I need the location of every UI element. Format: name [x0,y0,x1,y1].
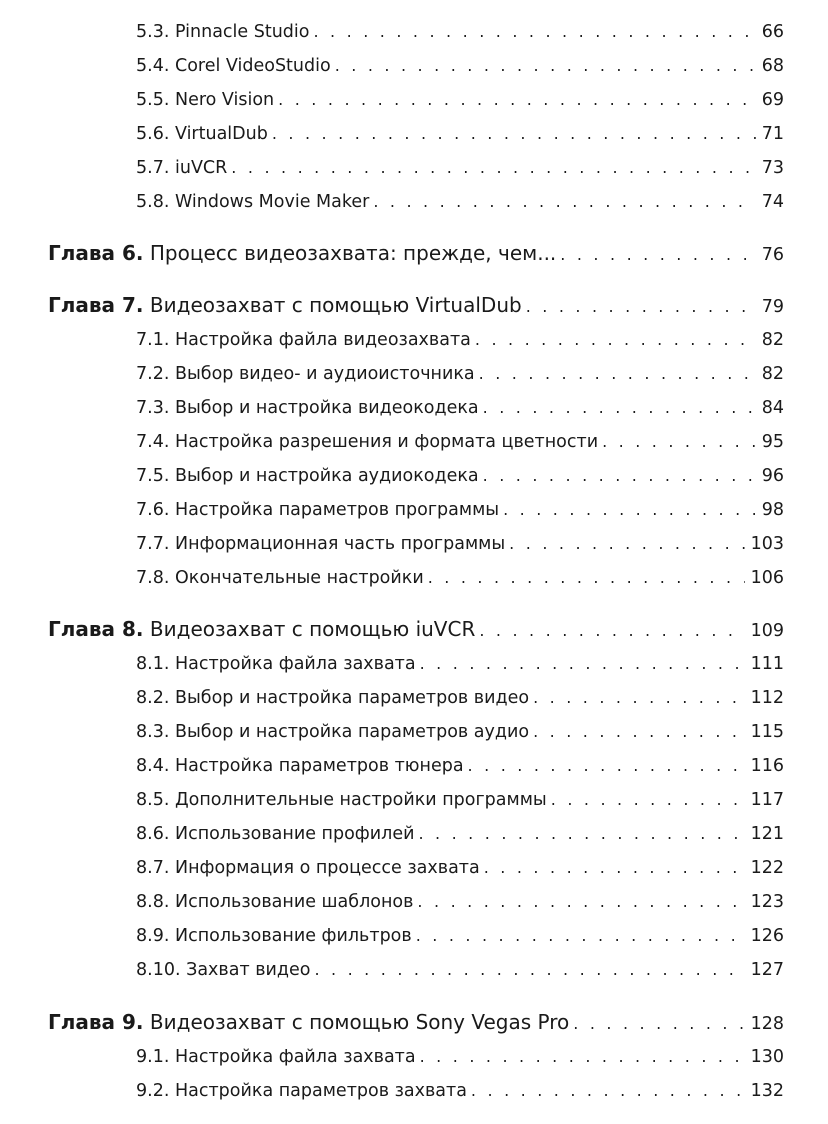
chapter-text: Процесс видеозахвата: прежде, чем... [149,241,557,265]
toc-entry-8-2 [0,688,784,708]
chapter-number: Глава 8. [48,617,144,641]
entry-text: Информационная часть программы [174,534,506,554]
page-number: 69 [761,90,784,110]
dot-leader [551,790,745,809]
entry-number: 8.7. [136,858,170,878]
page-number: 71 [761,124,784,144]
toc-entry-7-2 [0,364,784,384]
entry-text: Окончательные настройки [174,568,424,588]
entry-title [136,688,529,708]
entry-number: 7.2. [136,364,170,384]
entry-number: 8.8. [136,892,170,912]
toc-entry-5-5 [0,90,784,110]
dot-leader [533,722,745,741]
entry-number: 8.9. [136,926,170,946]
entry-text: iuVCR [174,158,228,178]
entry-number: 7.3. [136,398,170,418]
toc-chapter-9 [0,1010,784,1034]
entry-title [136,1047,416,1067]
entry-title [136,158,227,178]
page-number: 73 [761,158,784,178]
dot-leader [573,1014,744,1033]
page-number: 111 [750,654,784,674]
entry-number: 7.1. [136,330,170,350]
entry-text: Использование шаблонов [174,892,414,912]
toc-entry-7-7 [0,534,784,554]
entry-text: Настройка файла захвата [174,654,416,674]
dot-leader [471,1081,745,1100]
toc-entry-9-2 [0,1081,784,1101]
entry-title [136,432,598,452]
toc-entry-8-1 [0,654,784,674]
entry-text: Corel VideoStudio [174,56,331,76]
page-number: 115 [750,722,784,742]
toc-chapter-6 [0,241,784,265]
entry-number: 5.7. [136,158,170,178]
entry-title [136,722,529,742]
dot-leader [560,245,755,264]
dot-leader [475,330,756,349]
toc-entry-7-4 [0,432,784,452]
entry-number: 5.5. [136,90,170,110]
toc-entry-9-1 [0,1047,784,1067]
entry-text: Windows Movie Maker [174,192,370,212]
entry-number: 8.1. [136,654,170,674]
toc-entry-8-5 [0,790,784,810]
entry-number: 8.2. [136,688,170,708]
entry-text: Информация о процессе захвата [174,858,480,878]
page-number: 106 [750,568,784,588]
dot-leader [417,892,744,911]
dot-leader [313,22,755,41]
page-number: 96 [761,466,784,486]
entry-title [136,466,479,486]
entry-title [136,364,475,384]
page-number: 84 [761,398,784,418]
entry-text: Настройка файла видеозахвата [174,330,471,350]
page-number: 98 [761,500,784,520]
entry-title [136,56,331,76]
toc-entry-8-7 [0,858,784,878]
toc-entry-8-3 [0,722,784,742]
dot-leader [420,654,745,673]
page-number: 76 [761,245,784,265]
entry-text: Настройка файла захвата [174,1047,416,1067]
page-number: 121 [750,824,784,844]
toc-chapter-7 [0,293,784,317]
entry-number: 5.8. [136,192,170,212]
entry-title [136,824,414,844]
entry-title [136,90,274,110]
entry-number: 8.10. [136,960,181,980]
page-number: 126 [750,926,784,946]
entry-number: 7.6. [136,500,170,520]
chapter-number: Глава 7. [48,293,144,317]
entry-number: 7.5. [136,466,170,486]
entry-number: 8.5. [136,790,170,810]
page-number: 68 [761,56,784,76]
page-number: 103 [750,534,784,554]
entry-number: 9.2. [136,1081,170,1101]
chapter-text: Видеозахват с помощью iuVCR [149,617,476,641]
chapter-title [48,241,556,265]
entry-text: Nero Vision [174,90,275,110]
toc-entry-8-9 [0,926,784,946]
entry-number: 5.6. [136,124,170,144]
entry-number: 8.6. [136,824,170,844]
dot-leader [335,56,756,75]
chapter-title [48,617,475,641]
chapter-title [48,293,522,317]
entry-title [136,500,499,520]
entry-number: 7.7. [136,534,170,554]
chapter-text: Видеозахват с помощью Sony Vegas Pro [149,1010,570,1034]
dot-leader [428,568,745,587]
dot-leader [468,756,745,775]
toc-entry-7-6 [0,500,784,520]
dot-leader [503,500,756,519]
dot-leader [418,824,744,843]
entry-text: Pinnacle Studio [174,22,310,42]
entry-text: VirtualDub [174,124,268,144]
entry-number: 9.1. [136,1047,170,1067]
toc-entry-5-8 [0,192,784,212]
chapter-number: Глава 9. [48,1010,144,1034]
entry-title [136,960,310,980]
page-number: 123 [750,892,784,912]
toc-entry-5-6 [0,124,784,144]
toc-entry-7-3 [0,398,784,418]
page-number: 132 [750,1081,784,1101]
page-number: 112 [750,688,784,708]
dot-leader [272,124,756,143]
entry-text: Использование фильтров [174,926,412,946]
page-number: 116 [750,756,784,776]
chapter-number: Глава 6. [48,241,144,265]
toc-entry-7-5 [0,466,784,486]
page-number: 127 [750,960,784,980]
entry-number: 5.4. [136,56,170,76]
page-number: 82 [761,330,784,350]
toc-entry-8-4 [0,756,784,776]
dot-leader [509,534,744,553]
dot-leader [483,398,756,417]
entry-number: 7.4. [136,432,170,452]
entry-text: Выбор и настройка видеокодека [174,398,479,418]
dot-leader [479,364,756,383]
dot-leader [231,158,755,177]
toc-chapter-8 [0,617,784,641]
dot-leader [420,1047,745,1066]
page-number: 95 [761,432,784,452]
dot-leader [373,192,755,211]
page-number: 74 [761,192,784,212]
entry-title [136,398,479,418]
entry-text: Дополнительные настройки программы [174,790,547,810]
dot-leader [416,926,745,945]
dot-leader [533,688,745,707]
toc-entry-8-8 [0,892,784,912]
chapter-text: Видеозахват с помощью VirtualDub [149,293,522,317]
toc-entry-8-6 [0,824,784,844]
page-number: 117 [750,790,784,810]
entry-text: Выбор и настройка параметров аудио [174,722,530,742]
entry-title [136,654,416,674]
page-number: 128 [750,1014,784,1034]
dot-leader [483,466,756,485]
entry-title [136,1081,467,1101]
dot-leader [479,621,744,640]
entry-title [136,192,369,212]
entry-title [136,124,268,144]
entry-text: Выбор видео- и аудиоисточника [174,364,475,384]
page-number: 79 [761,297,784,317]
entry-title [136,892,413,912]
entry-title [136,926,412,946]
entry-title [136,22,309,42]
entry-title [136,756,464,776]
entry-number: 5.3. [136,22,170,42]
entry-title [136,858,480,878]
entry-text: Настройка параметров программы [174,500,500,520]
dot-leader [484,858,745,877]
entry-text: Выбор и настройка аудиокодека [174,466,479,486]
entry-text: Выбор и настройка параметров видео [174,688,530,708]
dot-leader [314,960,744,979]
page-number: 122 [750,858,784,878]
toc-entry-5-4 [0,56,784,76]
entry-text: Настройка разрешения и формата цветности [174,432,599,452]
chapter-title [48,1010,569,1034]
entry-title [136,790,547,810]
page-number: 109 [750,621,784,641]
toc-entry-7-8 [0,568,784,588]
entry-text: Настройка параметров тюнера [174,756,464,776]
page-number: 82 [761,364,784,384]
dot-leader [602,432,756,451]
entry-title [136,534,505,554]
entry-number: 8.3. [136,722,170,742]
toc-entry-8-10 [0,960,784,980]
entry-number: 8.4. [136,756,170,776]
toc-entry-5-3 [0,22,784,42]
dot-leader [278,90,756,109]
entry-number: 7.8. [136,568,170,588]
dot-leader [526,297,756,316]
entry-title [136,330,471,350]
entry-text: Использование профилей [174,824,415,844]
page-number: 130 [750,1047,784,1067]
toc-entry-7-1 [0,330,784,350]
entry-text: Настройка параметров захвата [174,1081,467,1101]
entry-title [136,568,424,588]
page-number: 66 [761,22,784,42]
toc-entry-5-7 [0,158,784,178]
entry-text: Захват видео [186,960,311,980]
